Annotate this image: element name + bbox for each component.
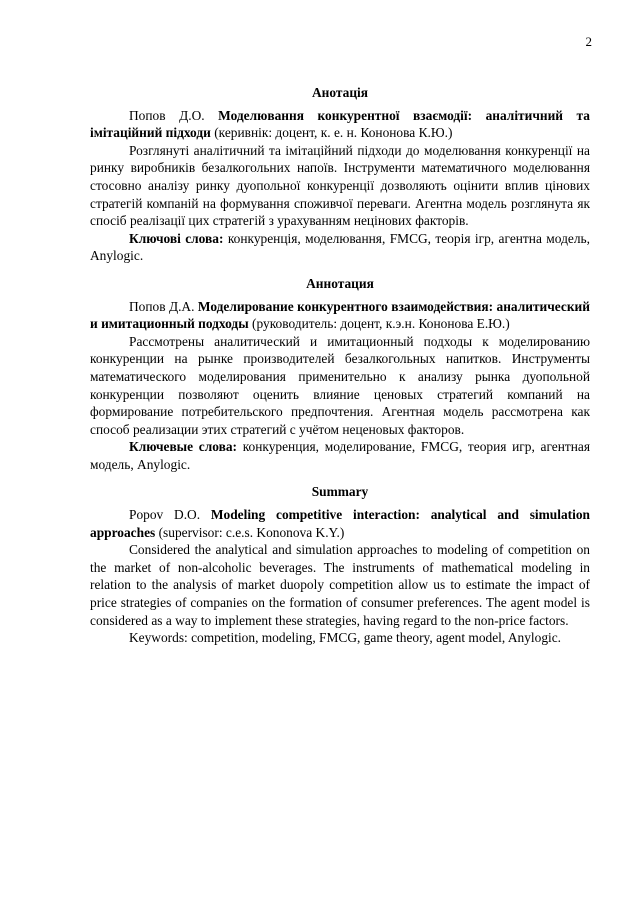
keywords-english: Keywords: competition, modeling, FMCG, game theory, agent model, Anylogic.: [129, 630, 562, 646]
keywords-list: конкуренция, моделирование, FMCG, теория игр, агентная модель, Anylogic.: [90, 439, 591, 472]
keywords-list: конкуренція, моделювання, FMCG, теорія ігр, агентна модель, Anylogic.: [90, 230, 590, 264]
paper-title: Моделирование конкурентного взаимодействия: аналитический и имитационный подходы: [90, 298, 590, 332]
paper-title: Modeling competitive interaction: analytical and simulation approaches: [90, 507, 590, 540]
supervisor: (керивнік: доцент, к. е. н. Кононова К.Ю.): [214, 125, 453, 141]
abstract-russian: [90, 275, 590, 474]
abstract-english: [90, 483, 590, 646]
keywords-label: Ключові слова:: [129, 230, 224, 246]
abstract-heading-russian: Аннотация: [306, 275, 374, 291]
keywords-russian: [90, 438, 590, 473]
author: Попов Д.А.: [129, 298, 195, 314]
document-body: [90, 84, 590, 647]
abstract-heading-ukrainian: Анотація: [311, 85, 369, 100]
page-number: 2: [585, 34, 592, 49]
keywords-label: Ключевые слова:: [129, 439, 237, 455]
paper-title: Моделювання конкурентної взаємодії: аналітичний та імітаційний підходи: [90, 107, 590, 141]
abstract-text-ukrainian: Розглянуті аналітичний та імітаційний підходи до моделювання конкуренції на ринку виробників безалкогольних напоїв. Інструменти математичного моделювання стосовно аналізу ринку дуопольної конкуренції дозволяють оцінити вплив цінових стратегій компаній на формування споживчої переваги. Агентна модель розглянута як спосіб реалізації цих стратегій з урахуванням нецінових факторів.: [90, 142, 590, 229]
citation-ukrainian: [90, 107, 590, 142]
abstract-text-english: Considered the analytical and simulation approaches to modeling of competition on the market of non-alcoholic beverages. The instruments of mathematical modeling in relation to the analysis of market duopoly competition allow us to estimate the impact of price strategies of companies on the formation of consumer preferences. The agent model is considered as a way to implement these strategies, having regard to the non-price factors.: [90, 542, 590, 628]
abstract-heading-english: Summary: [311, 484, 369, 500]
citation-russian: [90, 298, 590, 333]
abstract-text-russian: Рассмотрены аналитический и имитационный подходы к моделированию конкуренции на рынке производителей безалкогольных напитков. Инструменты математического моделирования применительно к анализу рынка дуопольной конкуренции позволяют оценить влияние ценовых стратегий компаний на формирование потребительского предпочтения. Агентная модель рассмотрена как способ реализации этих стратегий с учётом неценовых факторов.: [90, 333, 590, 437]
supervisor: (supervisor: c.e.s. Kononova K.Y.): [158, 524, 345, 540]
citation-english: [90, 506, 590, 541]
abstract-ukrainian: [90, 84, 590, 265]
author: Попов Д.О.: [129, 107, 205, 123]
author: Popov D.O.: [129, 507, 201, 523]
keywords-ukrainian: [90, 230, 590, 265]
supervisor: (руководитель: доцент, к.э.н. Кононова Е.Ю.): [252, 316, 510, 332]
